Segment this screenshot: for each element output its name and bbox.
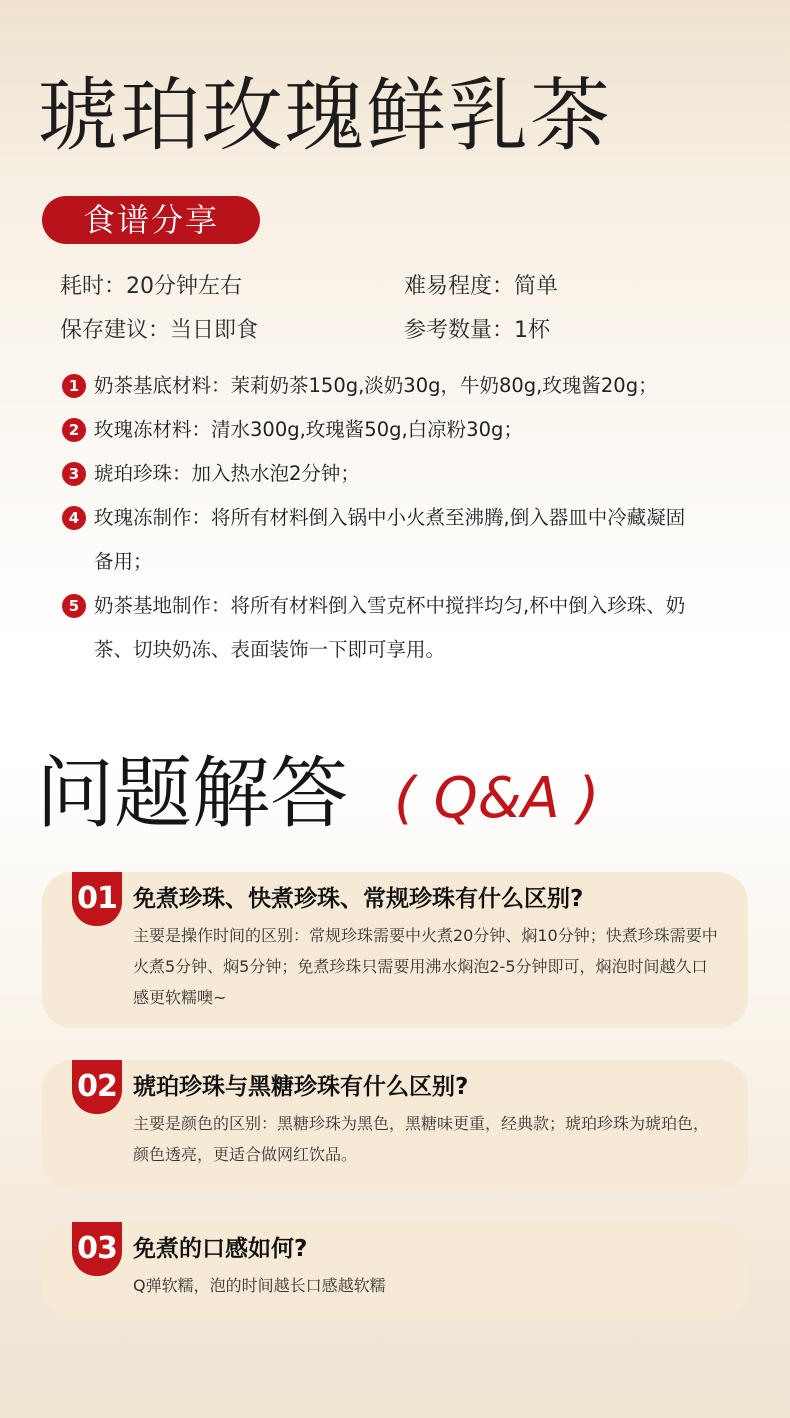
step-item bbox=[62, 496, 702, 584]
quantity-info: 参考数量：1杯 bbox=[404, 318, 550, 343]
qa-answer: 主要是颜色的区别：黑糖珍珠为黑色，黑糖味更重，经典款；琥珀珍珠为琥珀色，颜色透亮，更适合做网红饮品。 bbox=[133, 1114, 710, 1164]
qa-card bbox=[42, 1060, 748, 1190]
time-info: 耗时：20分钟左右 bbox=[60, 274, 242, 299]
step-number-badge: 4 bbox=[62, 506, 86, 530]
storage-info: 保存建议：当日即食 bbox=[60, 318, 259, 343]
qa-question: 免煮珍珠、快煮珍珠、常规珍珠有什么区别? bbox=[133, 886, 584, 912]
step-item bbox=[62, 364, 712, 408]
step-text: 玫瑰冻材料：清水300g,玫瑰酱50g,白凉粉30g； bbox=[94, 418, 523, 441]
qa-number-tag: 02 bbox=[72, 1060, 122, 1114]
qa-question: 琥珀珍珠与黑糖珍珠有什么区别? bbox=[133, 1074, 469, 1100]
qa-answer: Q弹软糯，泡的时间越长口感越软糯 bbox=[133, 1276, 386, 1295]
qa-section-subtitle: ( Q&A ) bbox=[394, 766, 600, 831]
step-text: 奶茶基底材料：茉莉奶茶150g,淡奶30g，牛奶80g,玫瑰酱20g； bbox=[94, 374, 658, 397]
step-number-badge: 1 bbox=[62, 374, 86, 398]
qa-section-title: 问题解答 bbox=[36, 749, 349, 839]
qa-number-tag: 01 bbox=[72, 872, 122, 926]
qa-card bbox=[42, 1222, 748, 1318]
step-number-badge: 2 bbox=[62, 418, 86, 442]
step-number-badge: 5 bbox=[62, 594, 86, 618]
step-number-badge: 3 bbox=[62, 462, 86, 486]
step-text: 玫瑰冻制作：将所有材料倒入锅中小火煮至沸腾,倒入器皿中冷藏凝固备用； bbox=[94, 506, 686, 573]
qa-answer: 主要是操作时间的区别：常规珍珠需要中火煮20分钟、焖10分钟；快煮珍珠需要中火煮5分钟、焖5分钟；免煮珍珠只需要用沸水焖泡2-5分钟即可，焖泡时间越久口感更软糯噢~ bbox=[133, 926, 718, 1007]
step-text: 奶茶基地制作：将所有材料倒入雪克杯中搅拌均匀,杯中倒入珍珠、奶茶、切块奶冻、表面装饰一下即可享用。 bbox=[94, 594, 686, 661]
step-item bbox=[62, 452, 712, 496]
step-item bbox=[62, 584, 702, 672]
step-text: 琥珀珍珠：加入热水泡2分钟； bbox=[94, 462, 360, 485]
step-item bbox=[62, 408, 712, 452]
recipe-share-badge: 食谱分享 bbox=[42, 196, 260, 244]
difficulty-info: 难易程度：简单 bbox=[404, 274, 559, 299]
qa-card bbox=[42, 872, 748, 1028]
qa-number-tag: 03 bbox=[72, 1222, 122, 1276]
qa-question: 免煮的口感如何? bbox=[133, 1236, 308, 1262]
page-title: 琥珀玫瑰鲜乳茶 bbox=[38, 69, 612, 162]
